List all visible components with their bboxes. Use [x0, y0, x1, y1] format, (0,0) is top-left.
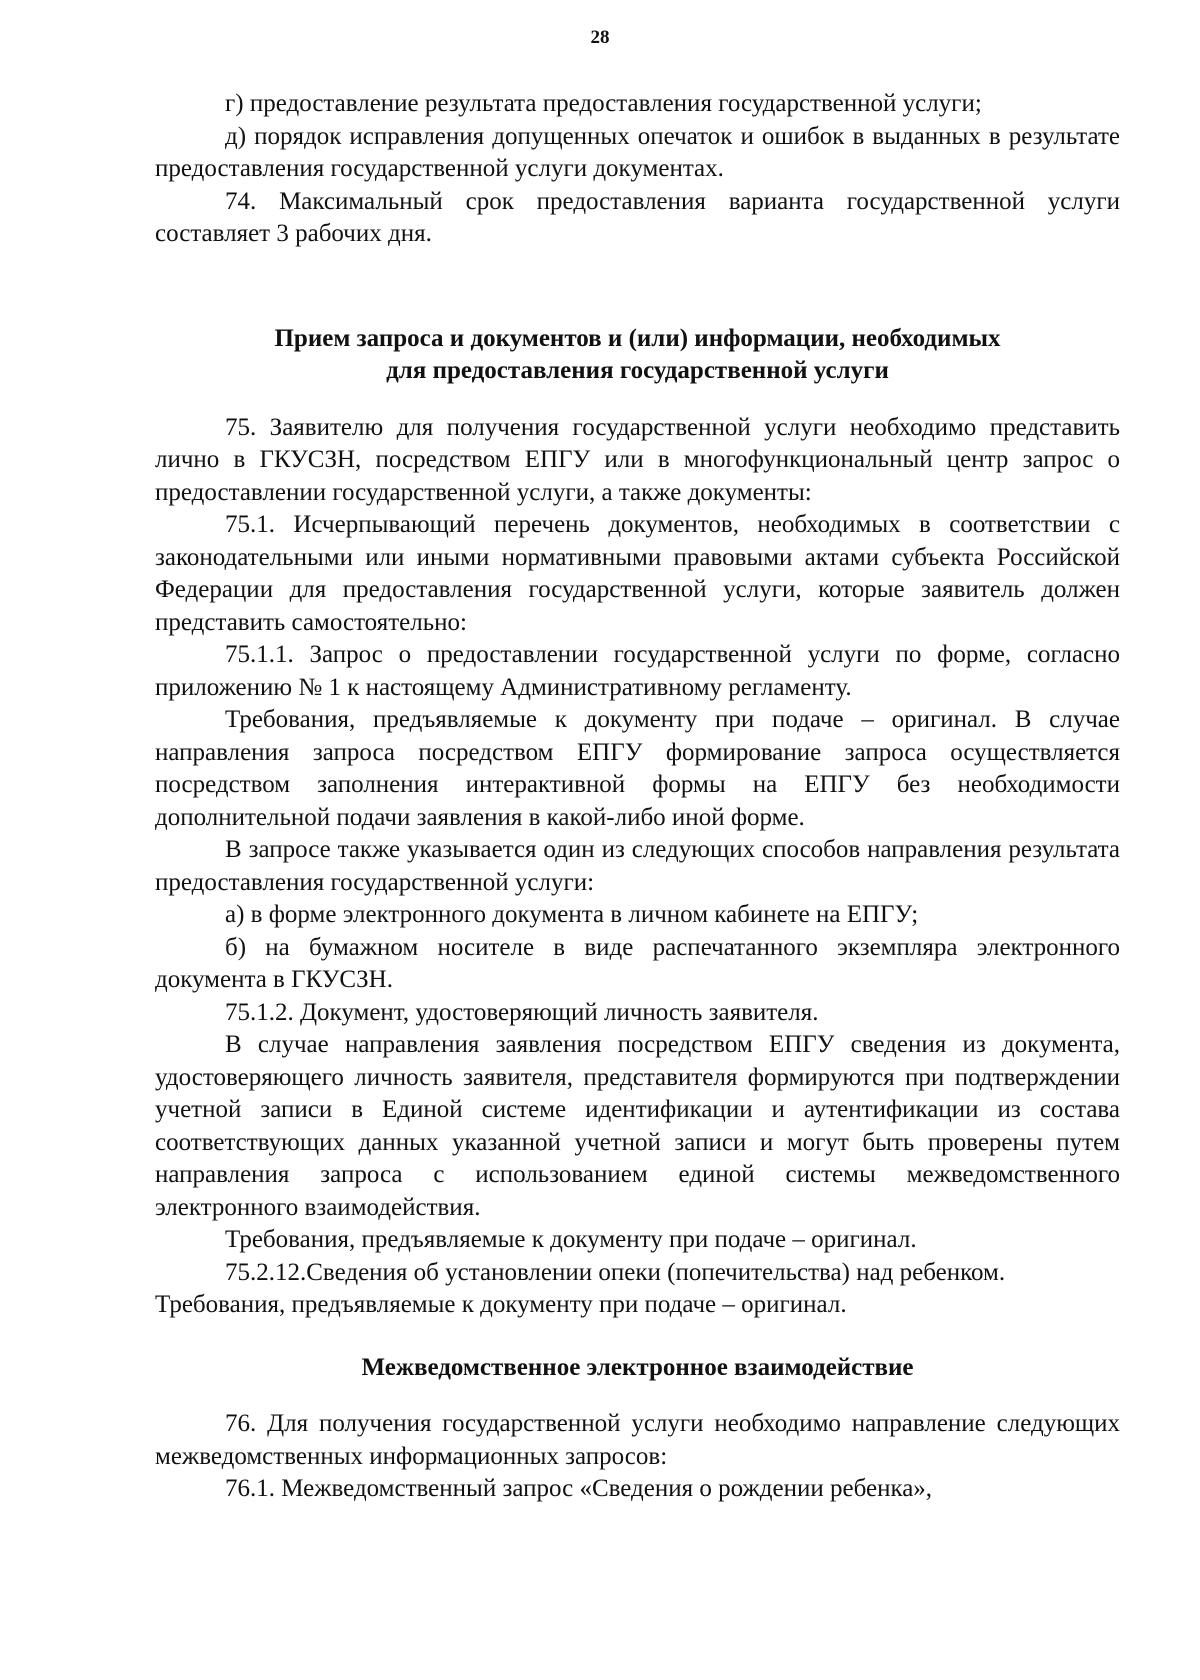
- paragraph-74: 74. Максимальный срок предоставления варианта государственной услуги составляет 3 рабочих дня.: [155, 187, 1120, 247]
- section-heading-request-intake: [155, 323, 1120, 388]
- document-body: [155, 88, 1120, 1506]
- page-number: 28: [590, 27, 610, 48]
- paragraph-75-1: 75.1. Исчерпывающий перечень документов, необходимых в соответствии с законодательными или иными нормативными правовыми актами субъекта Российской Федерации для предоставления государственной услуги, которые заявитель должен представить самостоятельно:: [155, 511, 1120, 636]
- paragraph-requirements-original-2: Требования, предъявляемые к документу при подаче – оригинал.: [225, 1226, 917, 1253]
- paragraph-75-1-1: 75.1.1. Запрос о предоставлении государственной услуги по форме, согласно приложению № 1 к настоящему Административному регламенту.: [155, 641, 1120, 701]
- section-heading-line-2: для предоставления государственной услуги: [386, 357, 889, 384]
- list-item-d: д) порядок исправления допущенных опечаток и ошибок в выданных в результате предоставления государственной услуги документах.: [155, 122, 1120, 182]
- paragraph-75: 75. Заявителю для получения государственной услуги необходимо представить лично в ГКУСЗН, посредством ЕПГУ или в многофункциональный центр запрос о предоставлении государственной услуги, а также документы:: [155, 413, 1120, 506]
- paragraph-requirements-original: Требования, предъявляемые к документу при подаче – оригинал. В случае направления запроса посредством ЕПГУ формирование запроса осуществляется посредством заполнения интерактивной формы на ЕПГУ без необходимости дополнительной подачи заявления в какой-либо иной форме.: [155, 706, 1120, 831]
- spacer: [155, 388, 1120, 412]
- section-heading-interagency: Межведомственное электронное взаимодействие: [361, 1353, 914, 1381]
- paragraph-identity-epgu: В случае направления заявления посредством ЕПГУ сведения из документа, удостоверяющего личность заявителя, представителя формируются при подтверждении учетной записи в Единой системе идентификации и аутентификации из состава соответствующих данных указанной учетной записи и могут быть проверены путем направления запроса с использованием единой системы межведомственного электронного взаимодействия.: [155, 1031, 1120, 1221]
- paragraph-result-methods: В запросе также указывается один из следующих способов направления результата предоставления государственной услуги:: [155, 836, 1120, 896]
- list-item-a: а) в форме электронного документа в личном кабинете на ЕПГУ;: [225, 901, 919, 928]
- list-item-b: б) на бумажном носителе в виде распечатанного экземпляра электронного документа в ГКУСЗН.: [155, 933, 1120, 993]
- paragraph-76-1: 76.1. Межведомственный запрос «Сведения о рождении ребенка»,: [225, 1475, 933, 1502]
- paragraph-requirements-original-3: Требования, предъявляемые к документу при подаче – оригинал.: [155, 1291, 847, 1318]
- paragraph-76: 76. Для получения государственной услуги необходимо направление следующих межведомственных информационных запросов:: [155, 1410, 1120, 1470]
- spacer: [155, 251, 1120, 323]
- section-heading-line-1: Прием запроса и документов и (или) информации, необходимых: [274, 324, 1001, 352]
- paragraph-75-1-2: 75.1.2. Документ, удостоверяющий личность заявителя.: [225, 998, 819, 1026]
- spacer: [155, 1384, 1120, 1408]
- list-item-g: г) предоставление результата предоставления государственной услуги;: [225, 90, 982, 117]
- spacer: [155, 1322, 1120, 1352]
- paragraph-75-2-12: 75.2.12.Сведения об установлении опеки (попечительства) над ребенком.: [225, 1258, 1006, 1286]
